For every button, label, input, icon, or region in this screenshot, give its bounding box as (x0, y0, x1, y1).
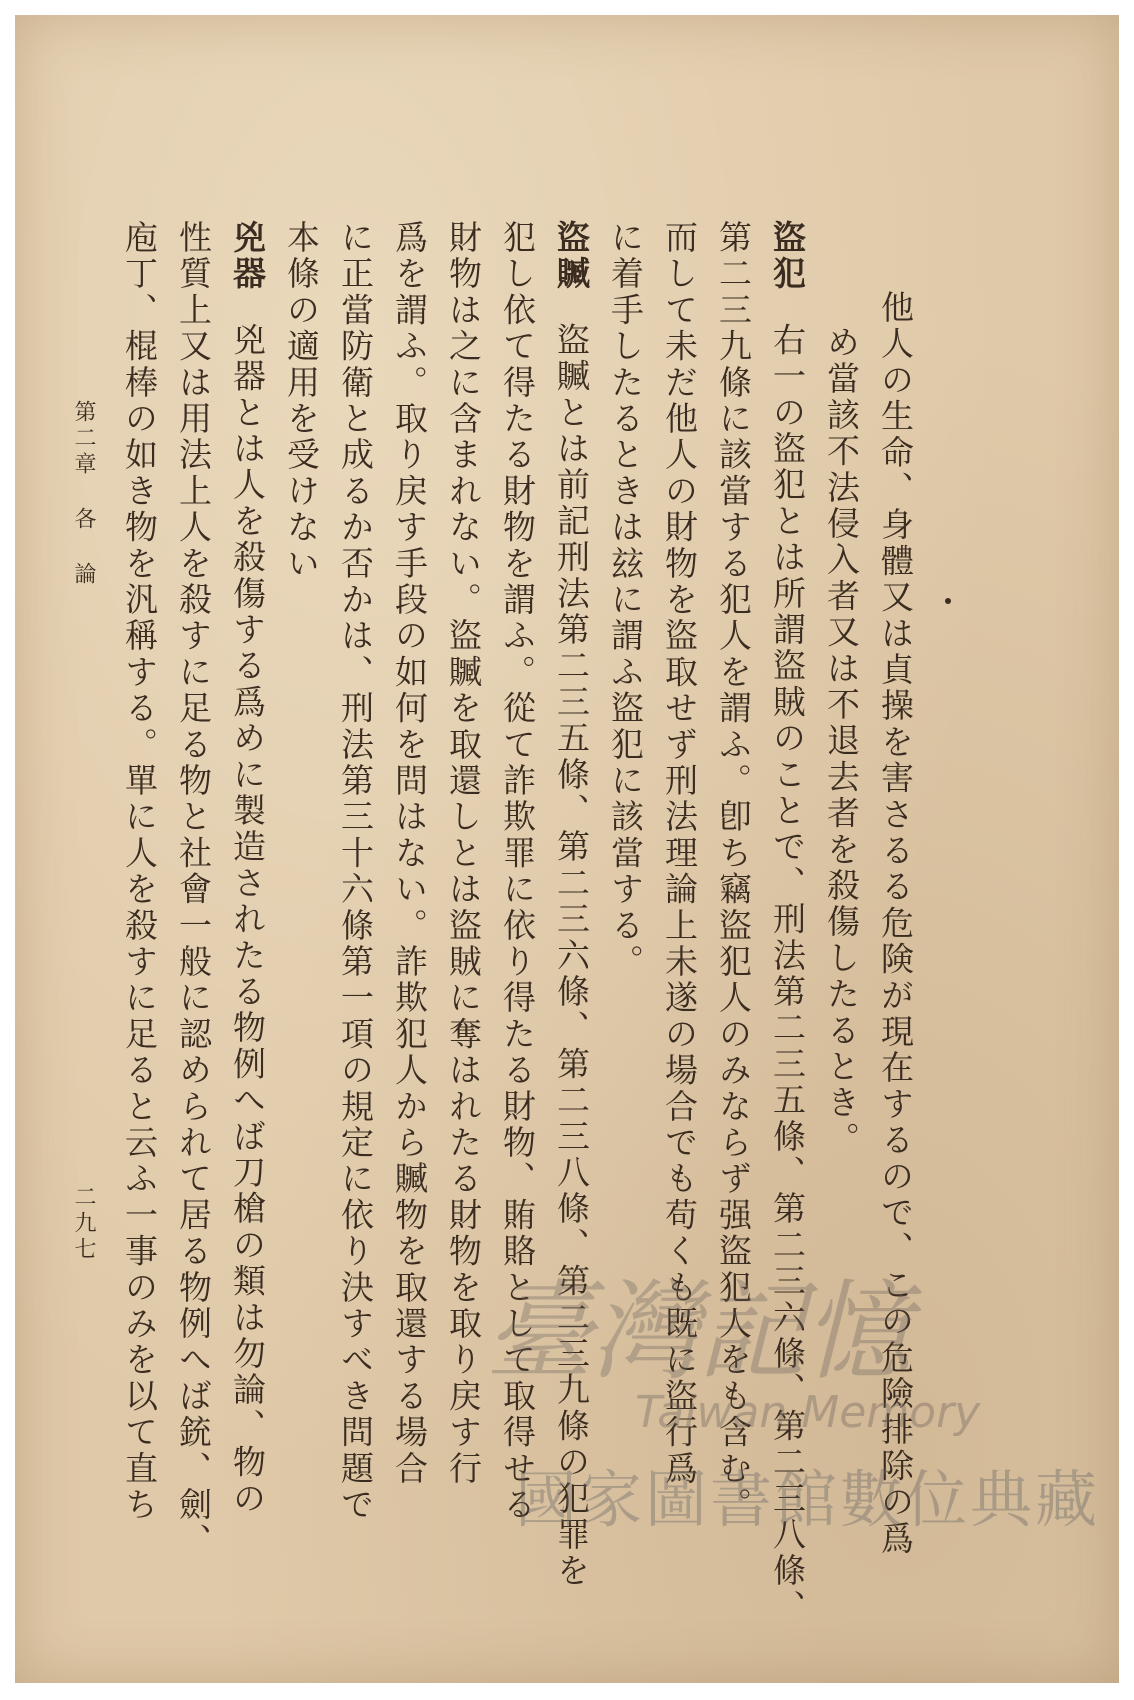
text-column-11 (335, 220, 375, 1523)
column-text: 爲を謂ふ。取り戻す手段の如何を問はない。詐欺犯人から贓物を取還する場合 (390, 220, 429, 1487)
column-text: 性質上又は用法上人を殺すに足る物と社會一般に認められて居る物例へば銃、劍、 (174, 220, 213, 1560)
text-column-15 (119, 220, 159, 1523)
term-heading: 盜犯 (768, 220, 807, 293)
column-text: 本條の適用を受けない (282, 220, 321, 582)
column-text: 他人の生命、身體又は貞操を害さるる危険が現在するので、この危險排除の爲 (876, 290, 915, 1557)
column-text: 而して未だ他人の財物を盜取せず刑法理論上未遂の場合でも苟くも既に盜行爲 (660, 220, 699, 1487)
text-column-10 (389, 220, 429, 1487)
column-text: に正當防衛と成るか否かは、刑法第三十六條第一項の規定に依り決すべき問題で (336, 220, 375, 1524)
watermark-logo: 臺灣記憶 (485, 1270, 910, 1395)
column-text: 盜贓とは前記刑法第二三五條、第二三六條、第二三八條、第二三九條の犯罪を (552, 322, 591, 1590)
watermark-library: 國家圖書館數位典藏 (515, 1463, 1101, 1536)
ink-dot (945, 598, 951, 604)
term-heading: 盜贓 (552, 220, 591, 293)
column-text: 庖丁、棍棒の如き物を汎稱する。單に人を殺すに足ると云ふ一事のみを以て直ち (120, 220, 159, 1524)
watermark (485, 1245, 1105, 1565)
book-page (15, 15, 1119, 1683)
column-text: 財物は之に含まれない。盜贓を取還しとは盜賊に奪はれたる財物を取り戻す行 (444, 220, 483, 1487)
page-number: 二九七 (71, 1185, 96, 1263)
text-column-6 (605, 220, 645, 980)
running-head: 第二章 各 論 (71, 400, 96, 588)
column-text: め當該不法侵入者又は不退去者を殺傷したるとき。 (822, 325, 861, 1158)
column-text: に着手したるときは玆に謂ふ盜犯に該當する。 (606, 220, 645, 981)
text-column-14 (173, 220, 213, 1559)
watermark-english: Taiwan Memory (635, 1387, 981, 1438)
column-text: 犯し依て得たる財物を謂ふ。從て詐欺罪に依り得たる財物、賄賂として取得せる (498, 220, 537, 1524)
text-column-13 (227, 220, 267, 1517)
text-column-9 (443, 220, 483, 1487)
term-heading: 兇器 (228, 220, 267, 293)
column-text: 右一の盜犯とは所謂盜賊のことで、刑法第二三五條、第二三六條、第二三八條、 (768, 322, 807, 1626)
text-column-2 (821, 325, 861, 1158)
column-text: 第二三九條に該當する犯人を謂ふ。卽ち竊盜犯人のみならず强盜犯人をも含む。 (714, 220, 753, 1524)
text-column-12 (281, 220, 321, 582)
column-text: 兇器とは人を殺傷する爲めに製造されたる物例へば刀槍の類は勿論、物の (228, 322, 267, 1518)
